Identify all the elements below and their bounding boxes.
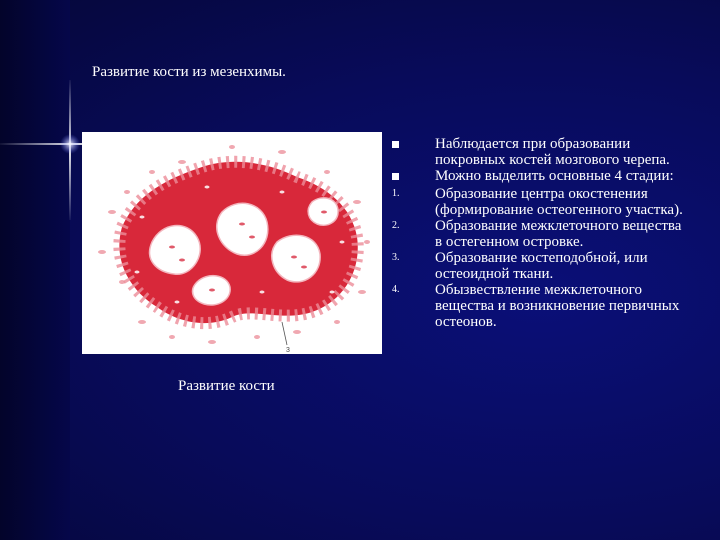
list-item-text: Образование костеподобной, или остеоидной ткани. — [435, 250, 648, 282]
bullet-square-icon — [388, 136, 435, 154]
list-number: 1. — [392, 188, 400, 199]
slide-title: Развитие кости из мезенхимы. — [92, 64, 286, 80]
figure-caption: Развитие кости — [178, 378, 275, 394]
list-number: 3. — [392, 252, 400, 263]
list-item-text: Образование центра окостенения (формирование остеогенного участка). — [435, 186, 683, 218]
bone-tissue-illustration — [82, 132, 382, 354]
bullet-square-icon — [388, 168, 435, 186]
list-item — [388, 282, 688, 330]
list-item-text: Наблюдается при образовании покровных костей мозгового черепа. — [435, 136, 670, 168]
list-number: 4. — [392, 284, 400, 295]
list-item — [388, 186, 688, 218]
list-item — [388, 218, 688, 250]
list-item — [388, 136, 688, 168]
list-item-text: Образование межклеточного вещества в остегенном островке. — [435, 218, 682, 250]
list-item-text: Можно выделить основные 4 стадии: — [435, 168, 674, 184]
histology-figure — [82, 132, 382, 354]
list-number: 2. — [392, 220, 400, 231]
figure-label: 3 — [286, 347, 290, 354]
list-item — [388, 250, 688, 282]
list-item — [388, 168, 688, 186]
stages-list — [388, 136, 688, 330]
list-item-text: Обызвествление межклеточного вещества и возникновение первичных остеонов. — [435, 282, 680, 330]
